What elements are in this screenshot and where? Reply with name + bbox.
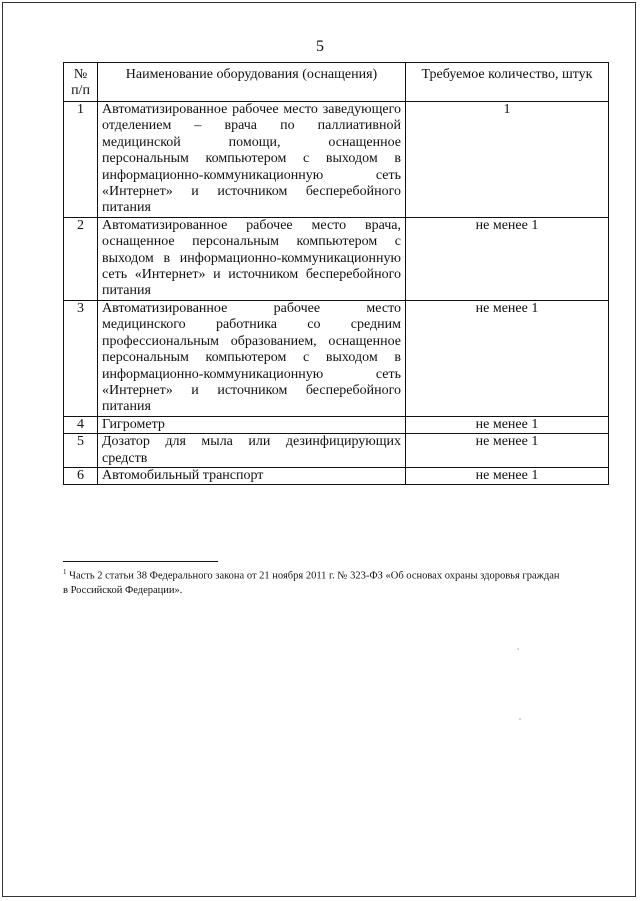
header-equipment-name: Наименование оборудования (оснащения): [98, 63, 406, 102]
table-row: [64, 416, 609, 433]
equipment-table: [63, 62, 609, 485]
table-row: [64, 300, 609, 416]
row-number: 5: [64, 434, 98, 468]
required-quantity: не менее 1: [406, 217, 609, 300]
header-required-quantity: Требуемое количество, штук: [406, 63, 609, 102]
required-quantity: не менее 1: [406, 467, 609, 484]
equipment-name: Автоматизированное рабочее место медицинского работника со средним профессиональным образованием, оснащенное персональным компьютером с выходом в информационно-коммуникационную сеть «Интернет» и источником бесперебойного питания: [98, 300, 406, 416]
footnote-text-1: Часть 2 статьи 38 Федерального закона от 21 ноября 2011 г. № 323-ФЗ «Об основах охраны здоровья граждан: [69, 570, 560, 582]
equipment-name: Гигрометр: [98, 416, 406, 433]
equipment-name: Дозатор для мыла или дезинфицирующих средств: [98, 434, 406, 468]
row-number: 4: [64, 416, 98, 433]
table-header-row: [64, 63, 609, 102]
table-row: [64, 467, 609, 484]
required-quantity: 1: [406, 102, 609, 218]
page-number: 5: [316, 38, 324, 55]
required-quantity: не менее 1: [406, 434, 609, 468]
required-quantity: не менее 1: [406, 300, 609, 416]
equipment-name: Автоматизированное рабочее место заведующего отделением – врача по паллиативной медицинской помощи, оснащенное персональным компьютером с выходом в информационно-коммуникационную сеть «Интернет» и источником бесперебойного питания: [98, 102, 406, 218]
row-number: 1: [64, 102, 98, 218]
header-number-line-2: п/п: [71, 83, 90, 98]
row-number: 6: [64, 467, 98, 484]
scan-artifact: [519, 718, 521, 720]
table-row: [64, 217, 609, 300]
row-number: 3: [64, 300, 98, 416]
footnote-text-2: в Российской Федерации».: [63, 584, 183, 596]
table-row: [64, 434, 609, 468]
footnote-marker: 1: [63, 568, 67, 576]
header-number: [64, 63, 98, 102]
header-number-line-1: №: [73, 67, 88, 82]
required-quantity: не менее 1: [406, 416, 609, 433]
equipment-name: Автомобильный транспорт: [98, 467, 406, 484]
row-number: 2: [64, 217, 98, 300]
footnote-separator: [63, 561, 218, 562]
equipment-name: Автоматизированное рабочее место врача, оснащенное персональным компьютером с выходом в информационно-коммуникационную сеть «Интернет» и источником бесперебойного питания: [98, 217, 406, 300]
footnote-line-1: [63, 565, 608, 584]
table-row: [64, 102, 609, 218]
scan-artifact: [517, 648, 519, 650]
footnote: [63, 565, 608, 598]
